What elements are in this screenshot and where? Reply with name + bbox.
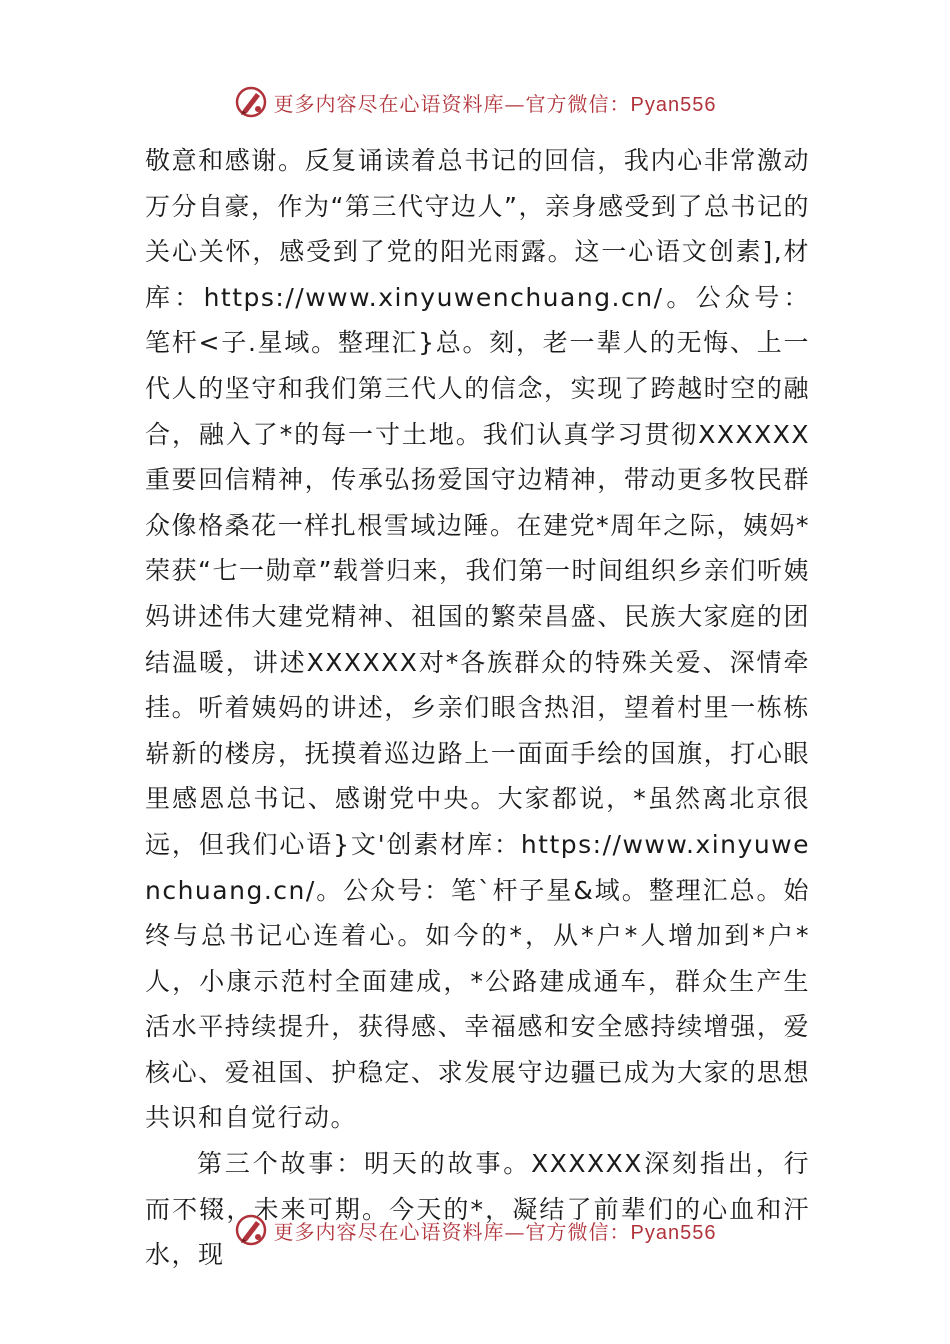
header-wechat: Pyan556 [630,93,717,116]
footer-banner [0,1210,950,1250]
header-banner [0,82,950,122]
pen-logo-icon [234,85,268,119]
body-paragraph-2: 第三个故事：明天的故事。XXXXXX深刻指出，行而不辍，未来可期。今天的*，凝结了前辈们的心血和汗水，现 [145,1149,810,1270]
header-banner-text [274,88,717,117]
footer-wechat: Pyan556 [630,1221,717,1244]
pen-logo-icon [234,1213,268,1247]
footer-banner-text [274,1216,717,1245]
document-body [145,138,810,1278]
body-paragraph-1: 敬意和感谢。反复诵读着总书记的回信，我内心非常激动万分自豪，作为“第三代守边人”，亲身感受到了总书记的关心关怀，感受到了党的阳光雨露。这一心语文创素],材库：https://www.xinyuwenchuang.cn/。公众号：笔杆<子.星域。整理汇}总。刻，老一辈人的无悔、上一代人的坚守和我们第三代人的信念，实现了跨越时空的融合，融入了*的每一寸土地。我们认真学习贯彻XXXXXX重要回信精神，传承弘扬爱国守边精神，带动更多牧民群众像格桑花一样扎根雪域边陲。在建党*周年之际，姨妈*荣获“七一勋章”载誉归来，我们第一时间组织乡亲们听姨妈讲述伟大建党精神、祖国的繁荣昌盛、民族大家庭的团结温暖，讲述XXXXXX对*各族群众的特殊关爱、深情牵挂。听着姨妈的讲述，乡亲们眼含热泪，望着村里一栋栋崭新的楼房，抚摸着巡边路上一面面手绘的国旗，打心眼里感恩总书记、感谢党中央。大家都说，*虽然离北京很远，但我们心语}文'创素材库：https://www.xinyuwenchuang.cn/。公众号：笔`杆子星&域。整理汇总。始终与总书记心连着心。如今的*，从*户*人增加到*户*人，小康示范村全面建成，*公路建成通车，群众生产生活水平持续提升，获得感、幸福感和安全感持续增强，爱核心、爱祖国、护稳定、求发展守边疆已成为大家的思想共识和自觉行动。 [145,146,810,1133]
header-text: 更多内容尽在心语资料库—官方微信： [273,91,631,116]
footer-text: 更多内容尽在心语资料库—官方微信： [273,1219,631,1244]
